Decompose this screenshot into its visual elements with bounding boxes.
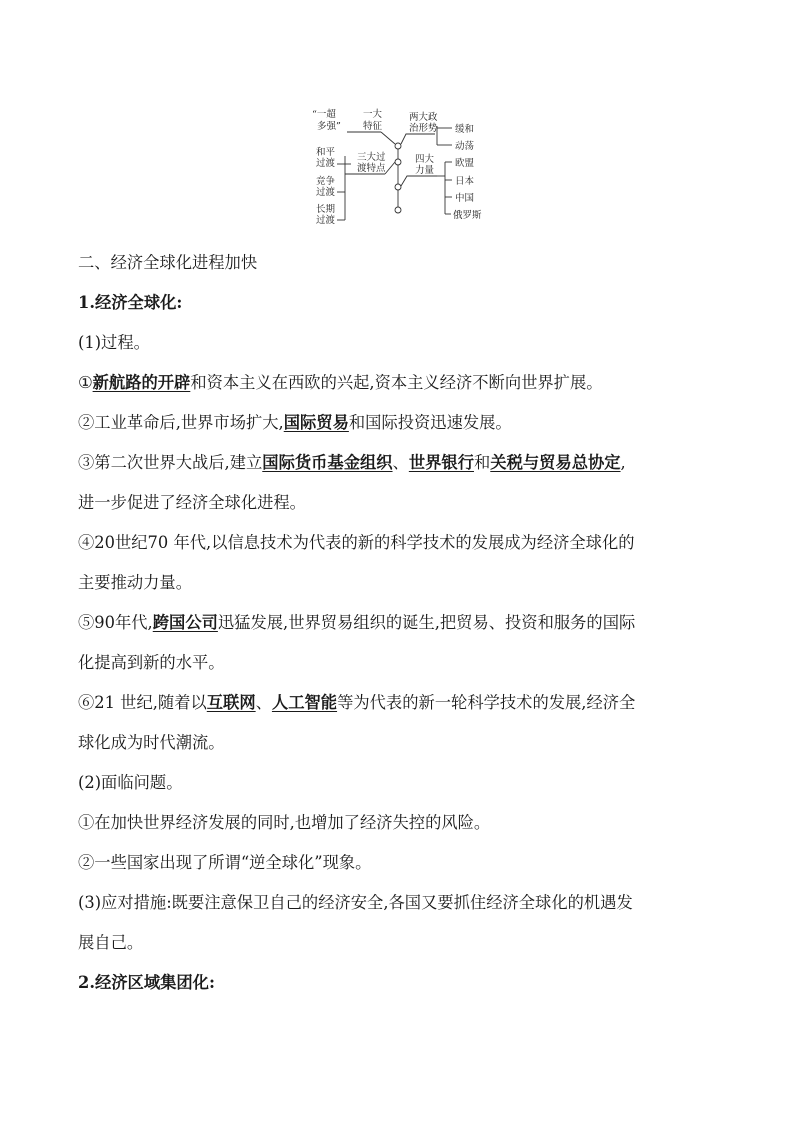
item-text: 和资本主义在西欧的兴起,资本主义经济不断向世界扩展。 <box>190 373 603 392</box>
label-competition-2: 过渡 <box>316 187 336 198</box>
label-competition-1: 竞争 <box>316 176 336 187</box>
item-text: ②工业革命后,世界市场扩大, <box>78 413 284 432</box>
key-term: 新航路的开辟 <box>92 373 191 392</box>
measures-item: (3)应对措施:既要注意保卫自己的经济安全,各国又要抓住经济全球化的机遇发 <box>78 893 633 912</box>
item-text: 迅猛发展,世界贸易组织的诞生,把贸易、投资和服务的国际 <box>217 613 636 632</box>
item-marker: ① <box>78 373 93 392</box>
process-item-6-cont: 球化成为时代潮流。 <box>78 733 225 752</box>
node-circle <box>395 143 401 149</box>
item-text: ⑤90年代, <box>78 613 153 632</box>
problem-item-2: ②一些国家出现了所谓“逆全球化”现象。 <box>78 853 372 872</box>
item-text: 等为代表的新一轮科学技术的发展,经济全 <box>337 693 636 712</box>
problem-item-1: ①在加快世界经济发展的同时,也增加了经济失控的风险。 <box>78 813 491 832</box>
key-term: 国际货币基金组织 <box>262 453 393 472</box>
label-ease: 缓和 <box>455 124 475 135</box>
concept-diagram <box>305 104 495 232</box>
label-three-features-1: 三大过 <box>357 152 386 163</box>
key-term: 跨国公司 <box>152 613 218 632</box>
content <box>78 243 728 1003</box>
section-title: 二、经济全球化进程加快 <box>78 253 258 272</box>
node-circle <box>395 159 401 165</box>
key-term: 互联网 <box>206 693 256 712</box>
label-russia: 俄罗斯 <box>453 210 482 221</box>
label-three-features-2: 渡特点 <box>357 163 386 174</box>
label-china: 中国 <box>455 193 475 204</box>
label-one-feature-1: 一大 <box>363 109 383 120</box>
process-item-4: ④20世纪70 年代,以信息技术为代表的新的科学技术的发展成为经济全球化的 <box>78 533 635 552</box>
item-text: 、 <box>255 693 272 712</box>
measures-item-cont: 展自己。 <box>78 933 144 952</box>
process-item-2 <box>78 403 728 443</box>
node-circle <box>395 207 401 213</box>
process-item-3-cont: 进一步促进了经济全球化进程。 <box>78 493 306 512</box>
process-item-6 <box>78 683 728 723</box>
label-two-situations-2: 治形势 <box>409 123 438 134</box>
label-one-feature-2: 特征 <box>363 121 383 132</box>
node-circle <box>395 184 401 190</box>
item-text: 和国际投资迅速发展。 <box>348 413 512 432</box>
label-four-forces-2: 力量 <box>415 165 435 176</box>
label-turbulence: 动荡 <box>455 141 475 152</box>
label-one-super-1: “一超 <box>312 109 336 120</box>
subsection-title: 1.经济全球化: <box>78 293 183 312</box>
subsection-title-2: 2.经济区域集团化: <box>78 973 215 992</box>
item-text: 、 <box>392 453 409 472</box>
key-term: 关税与贸易总协定 <box>490 453 621 472</box>
process-title: (1)过程。 <box>78 333 150 352</box>
problems-title: (2)面临问题。 <box>78 773 183 792</box>
item-text: 和 <box>473 453 491 472</box>
process-item-5 <box>78 603 728 643</box>
process-item-5-cont: 化提高到新的水平。 <box>78 653 225 672</box>
process-item-1 <box>78 363 728 403</box>
label-one-super-2: 多强” <box>317 121 341 132</box>
process-item-4-cont: 主要推动力量。 <box>78 573 192 592</box>
label-peace-2: 过渡 <box>316 158 336 169</box>
label-two-situations-1: 两大政 <box>409 112 438 123</box>
item-text: ⑥21 世纪,随着以 <box>78 693 207 712</box>
label-four-forces-1: 四大 <box>415 154 435 165</box>
label-peace-1: 和平 <box>316 147 336 158</box>
process-item-3 <box>78 443 728 483</box>
key-term: 世界银行 <box>408 453 474 472</box>
key-term: 人工智能 <box>271 693 338 712</box>
label-long-2: 过渡 <box>316 215 336 226</box>
label-long-1: 长期 <box>316 204 336 215</box>
label-eu: 欧盟 <box>455 158 475 169</box>
key-term: 国际贸易 <box>283 413 349 432</box>
item-text: ③第二次世界大战后,建立 <box>78 453 263 472</box>
item-text: , <box>620 453 626 472</box>
label-japan: 日本 <box>455 176 475 187</box>
